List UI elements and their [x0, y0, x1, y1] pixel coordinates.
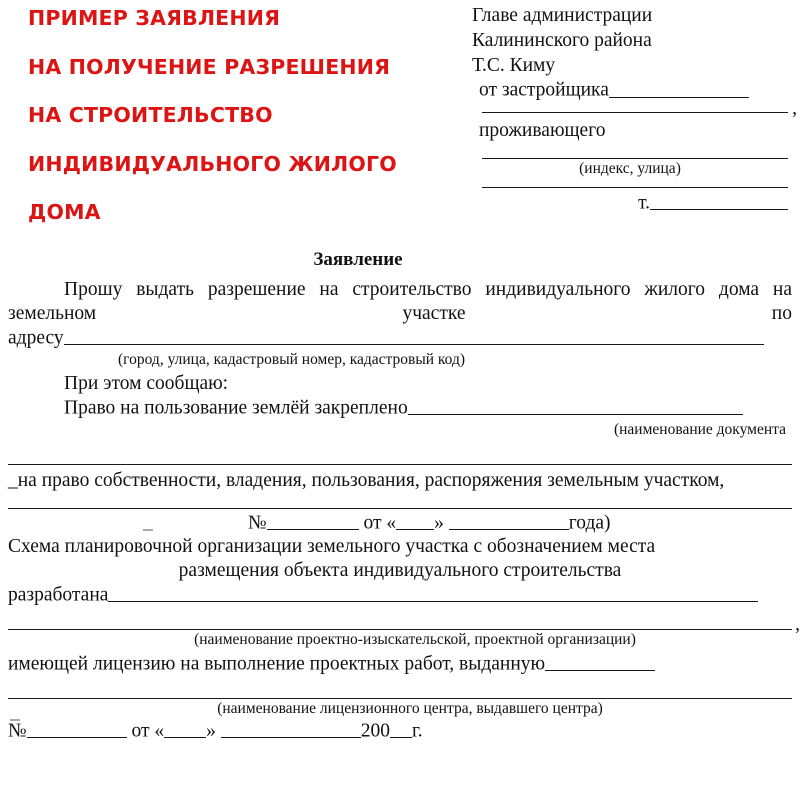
address-caption: (город, улица, кадастровый номер, кадастровый код): [118, 351, 466, 369]
residing-address-caption: (индекс, улица): [579, 160, 681, 178]
application-heading: Заявление: [313, 249, 403, 270]
red-title-line-3: НА СТРОИТЕЛЬСТВО: [28, 103, 273, 127]
license-row: [8, 652, 792, 676]
address-label: адресу: [8, 327, 64, 349]
stray-mark-2: _: [10, 701, 20, 723]
document-number-input-rule[interactable]: [267, 511, 359, 531]
red-title-block: [28, 8, 448, 251]
license-year-input-rule[interactable]: [390, 719, 412, 739]
license-year-prefix: 200: [360, 720, 390, 742]
document-quote-close: »: [434, 512, 444, 534]
developer-label: от застройщика: [479, 79, 609, 101]
ownership-line: _на право собственности, владения, пользования, распоряжения земельным участком,: [8, 469, 725, 491]
phone-input-rule[interactable]: [650, 191, 788, 211]
license-number-label: №: [8, 720, 27, 742]
addressee-line-1: Главе администрации: [472, 5, 653, 26]
document-name-caption: (наименование документа: [613, 421, 786, 439]
organization-comma: ,: [795, 613, 800, 635]
scheme-line-1: Схема планировочной организации земельного участка с обозначением места: [8, 536, 656, 557]
notice-line: При этом сообщаю:: [64, 372, 229, 394]
addressee-line-3: Т.С. Киму: [472, 54, 556, 76]
addressee-block: [472, 4, 797, 216]
red-title-line-1: ПРИМЕР ЗАЯВЛЕНИЯ: [28, 6, 281, 30]
developer-input-rule[interactable]: [609, 78, 749, 98]
developed-row: [8, 583, 792, 607]
document-date-from-label: от «: [363, 512, 397, 534]
residing-label: проживающего: [479, 119, 606, 141]
document-number-label: №: [248, 512, 267, 534]
license-month-input-rule[interactable]: [221, 719, 361, 739]
developer-continuation-rule[interactable]: [482, 112, 788, 113]
license-date-from-label: от «: [131, 720, 165, 742]
red-title-line-2: НА ПОЛУЧЕНИЕ РАЗРЕШЕНИЯ: [28, 54, 391, 79]
license-center-rule[interactable]: [8, 698, 792, 699]
license-year-suffix: г.: [412, 720, 423, 742]
license-number-input-rule[interactable]: [27, 719, 127, 739]
developed-label: разработана: [8, 584, 109, 606]
land-right-row: [8, 396, 792, 420]
organization-caption: (наименование проектно-изыскательской, проектной организации): [194, 630, 636, 648]
land-right-input-rule[interactable]: [408, 396, 743, 416]
document-number-row: [8, 511, 792, 535]
developed-input-rule[interactable]: [108, 583, 758, 603]
organization-rule[interactable]: [8, 629, 792, 630]
address-row: [8, 326, 792, 350]
document-day-input-rule[interactable]: [396, 511, 434, 531]
stray-mark-1: _: [143, 511, 153, 533]
land-right-label: Право на пользование землёй закреплено: [64, 397, 408, 419]
scheme-line-2: размещения объекта индивидуального строительства: [178, 559, 622, 581]
address-input-rule[interactable]: [64, 326, 764, 346]
license-label: имеющей лицензию на выполнение проектных работ, выданную: [8, 653, 546, 675]
developer-continuation-row: [472, 97, 797, 119]
document-name-rule[interactable]: [8, 464, 792, 465]
request-paragraph: Прошу выдать разрешение на строительство индивидуального жилого дома на земельном участке по: [8, 279, 792, 324]
addressee-line-2: Калининского района: [472, 29, 652, 51]
red-title-line-5: ДОМА: [28, 200, 101, 224]
document-month-input-rule[interactable]: [449, 511, 569, 531]
license-input-rule[interactable]: [545, 652, 655, 672]
phone-row: [472, 191, 788, 216]
developer-row: [472, 78, 788, 103]
license-center-caption: (наименование лицензионного центра, выдавшего центра): [217, 700, 603, 718]
organization-rule-row: [8, 613, 800, 635]
document-body: [8, 248, 800, 743]
document-year-label: года): [568, 512, 611, 534]
license-day-input-rule[interactable]: [164, 719, 206, 739]
red-title-line-4: ИНДИВИДУАЛЬНОГО ЖИЛОГО: [28, 151, 397, 176]
phone-label: т.: [638, 192, 650, 214]
residing-address-rule-2[interactable]: [482, 187, 788, 188]
license-quote-close: »: [206, 720, 216, 742]
developer-comma: ,: [792, 97, 797, 119]
document-details-rule[interactable]: [8, 508, 792, 509]
